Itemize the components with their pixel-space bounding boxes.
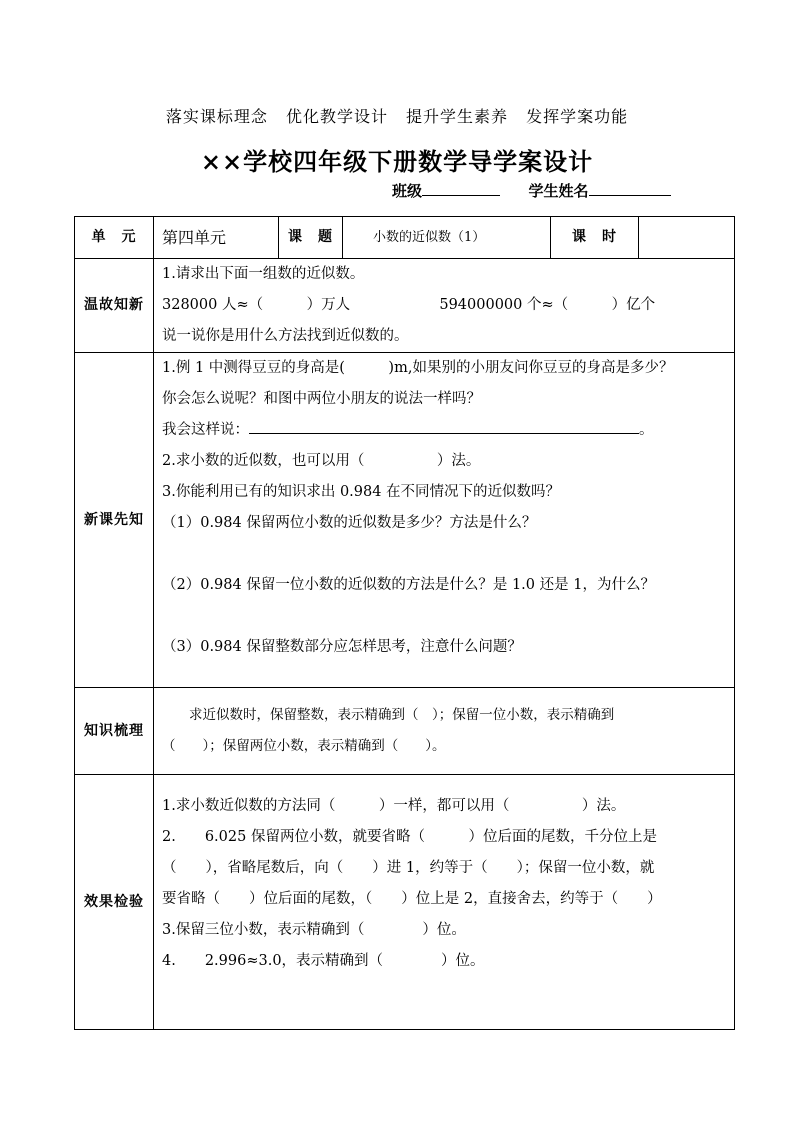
preview-l1: 1.例 1 中测得豆豆的身高是( )m,如果别的小朋友问你豆豆的身高是多少？	[162, 360, 674, 376]
summary-label: 知识梳理	[75, 688, 154, 775]
review-content	[154, 259, 735, 353]
preview-l3-text: 我会这样说：	[162, 422, 249, 438]
slogan-1: 落实课标理念	[165, 107, 268, 126]
review-label: 温故知新	[75, 259, 154, 353]
name-label: 学生姓名	[528, 182, 589, 200]
preview-l5: 3.你能利用已有的知识求出 0.984 在不同情况下的近似数吗？	[162, 484, 561, 500]
student-info	[392, 180, 671, 201]
slogan	[0, 104, 794, 127]
preview-l4: 2.求小数的近似数，也可以用（ ）法。	[162, 453, 481, 469]
topic-value: 小数的近似数（1）	[343, 217, 551, 259]
preview-l8: （3）0.984 保留整数部分应怎样思考，注意什么问题？	[162, 639, 522, 655]
review-q1: 1.请求出下面一组数的近似数。	[162, 266, 365, 282]
review-q1-row	[162, 290, 726, 321]
topic-label: 课 题	[279, 217, 343, 259]
period-label: 课 时	[551, 217, 639, 259]
preview-l3-end: 。	[639, 422, 654, 438]
check-row	[75, 775, 735, 1030]
review-q1a: 328000 人≈（ ）万人	[162, 297, 351, 313]
lesson-table	[74, 216, 735, 1030]
preview-row	[75, 353, 735, 688]
summary-l1: 求近似数时，保留整数，表示精确到（ ）；保留一位小数，表示精确到	[162, 707, 615, 723]
preview-content	[154, 353, 735, 688]
slogan-2: 优化教学设计	[285, 107, 388, 126]
check-l6: 4. 2.996≈3.0，表示精确到（ ）位。	[162, 953, 485, 969]
unit-value: 第四单元	[154, 217, 279, 259]
summary-row	[75, 688, 735, 775]
preview-l3	[162, 415, 726, 446]
review-q1b: 594000000 个≈（ ）亿个	[439, 297, 656, 313]
slogan-3: 提升学生素养	[406, 107, 509, 126]
check-content	[154, 775, 735, 1030]
check-label: 效果检验	[75, 775, 154, 1030]
answer-line[interactable]	[249, 419, 639, 434]
check-l3: （ ），省略尾数后，向（ ）进 1，约等于（ ）；保留一位小数，就	[162, 860, 655, 876]
summary-l2: （ ）；保留两位小数，表示精确到（ ）。	[162, 738, 446, 754]
period-value[interactable]	[639, 217, 735, 259]
page-title: ××学校四年级下册数学导学案设计	[200, 147, 594, 176]
check-l5: 3.保留三位小数，表示精确到（ ）位。	[162, 922, 466, 938]
preview-l2: 你会怎么说呢？和图中两位小朋友的说法一样吗？	[162, 391, 481, 407]
summary-content	[154, 688, 735, 775]
review-row	[75, 259, 735, 353]
class-field[interactable]	[422, 181, 500, 196]
check-l2: 2. 6.025 保留两位小数，就要省略（ ）位后面的尾数，千分位上是	[162, 829, 657, 845]
unit-label: 单 元	[75, 217, 154, 259]
header-row	[75, 217, 735, 259]
preview-l7: （2）0.984 保留一位小数的近似数的方法是什么？是 1.0 还是 1，为什么？	[162, 577, 655, 593]
preview-label: 新课先知	[75, 353, 154, 688]
check-l4: 要省略（ ）位后面的尾数，（ ）位上是 2，直接舍去，约等于（ ）	[162, 891, 662, 907]
slogan-4: 发挥学案功能	[526, 107, 629, 126]
name-field[interactable]	[589, 181, 671, 196]
class-label: 班级	[392, 182, 423, 200]
review-q1c: 说一说你是用什么方法找到近似数的。	[162, 328, 409, 344]
check-l1: 1.求小数近似数的方法同（ ）一样，都可以用（ ）法。	[162, 798, 626, 814]
preview-l6: （1）0.984 保留两位小数的近似数是多少？方法是什么？	[162, 515, 537, 531]
